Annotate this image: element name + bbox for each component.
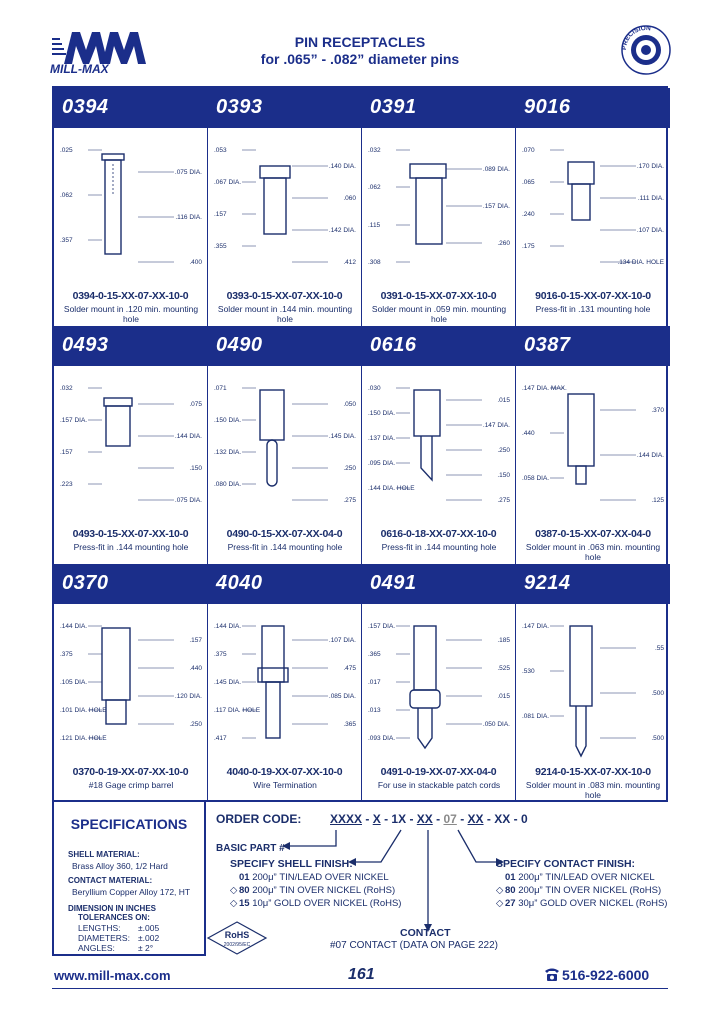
dimension-label: .417	[214, 735, 227, 742]
code-part: 0	[520, 812, 528, 826]
dimension-label: .032	[60, 385, 73, 392]
dimension-label: .080 DIA.	[214, 481, 242, 488]
tail-shape	[267, 440, 277, 486]
phone-number: 516-922-6000	[562, 967, 650, 983]
dimension-label: .116 DIA.	[175, 214, 202, 221]
receptacle-outline	[410, 164, 446, 244]
product-cell-9214	[516, 564, 670, 802]
product-number: 9214	[524, 572, 571, 594]
specifications-box	[52, 802, 206, 956]
dimension-label: .140 DIA.	[328, 163, 356, 170]
dimension-label: .250	[189, 721, 202, 728]
tail-shape	[576, 706, 586, 756]
product-header-band	[208, 326, 361, 366]
dimension-label: .137 DIA.	[368, 435, 396, 442]
dimension-label: .375	[214, 651, 227, 658]
dimension-label: .030	[368, 385, 381, 392]
part-description: Wire Termination	[253, 780, 317, 790]
dimension-label: .075 DIA.	[174, 169, 202, 176]
dimension-label: .475	[343, 665, 356, 672]
product-header-band	[516, 88, 670, 128]
part-description: #18 Gage crimp barrel	[88, 780, 174, 790]
dimension-label: .440	[522, 430, 535, 437]
dimension-label: .170 DIA.	[636, 163, 664, 170]
code-part: 1X	[391, 812, 407, 826]
body-shape	[260, 390, 284, 440]
body-shape	[264, 178, 286, 234]
receptacle-outline	[414, 390, 440, 480]
dimension-label: .134 DIA. HOLE	[617, 259, 664, 266]
dimension-label: .525	[497, 665, 510, 672]
part-number: 0393-0-15-XX-07-XX-10-0	[226, 290, 343, 302]
body-shape	[416, 178, 442, 244]
contact-material-label: CONTACT MATERIAL:	[68, 876, 153, 885]
body-shape	[105, 160, 121, 254]
diamond-icon: ◇	[496, 898, 504, 909]
dimension-label: .107 DIA.	[636, 227, 664, 234]
dimension-label: .071	[214, 385, 227, 392]
dimension-label: .365	[368, 651, 381, 658]
dimension-label: .145 DIA.	[328, 433, 356, 440]
part-number: 0370-0-19-XX-07-XX-10-0	[72, 766, 189, 778]
page-number: 161	[348, 966, 375, 983]
logo-brand-text: MILL-MAX	[50, 62, 109, 74]
code-sep: -	[384, 812, 389, 826]
barrel-shape	[106, 700, 126, 724]
product-cell-0490	[208, 326, 362, 564]
code-part: XX	[494, 812, 511, 826]
receptacle-drawing	[212, 610, 358, 760]
receptacle-drawing	[366, 372, 512, 522]
dimension-label: .117 DIA. HOLE	[214, 707, 261, 714]
contact-material-value: Beryllium Copper Alloy 172, HT	[72, 887, 191, 897]
specifications-title: SPECIFICATIONS	[70, 816, 188, 832]
dimension-label: .058 DIA.	[522, 475, 550, 482]
code-part: XXXX	[330, 812, 363, 826]
flange-shape	[260, 166, 290, 178]
product-header-band	[208, 88, 361, 128]
dimension-label: .147 DIA. MAX.	[522, 385, 567, 392]
dimension-label: .355	[214, 243, 227, 250]
contact-finish-option	[496, 885, 661, 896]
product-number: 0616	[370, 334, 417, 356]
dimension-label: .144 DIA.	[636, 452, 664, 459]
product-cell-0491	[362, 564, 516, 802]
product-cell-0370	[54, 564, 208, 802]
dimension-label: .375	[60, 651, 73, 658]
product-number: 0387	[524, 334, 571, 356]
receptacle-drawing	[520, 372, 666, 522]
option-code: 01	[505, 872, 516, 883]
shell-material-value: Brass Alloy 360, 1/2 Hard	[72, 861, 168, 871]
dimension-label: .032	[368, 147, 381, 154]
product-cell-0393	[208, 88, 362, 326]
product-number: 0490	[216, 334, 263, 356]
part-number: 9214-0-15-XX-07-XX-10-0	[535, 766, 651, 778]
dimension-label: .142 DIA.	[328, 227, 356, 234]
dimension-label: .081 DIA.	[522, 713, 550, 720]
basic-part-label: BASIC PART #	[216, 843, 285, 854]
body-shape	[414, 626, 436, 690]
dimension-label: .132 DIA.	[214, 449, 242, 456]
product-header-band	[54, 88, 207, 128]
option-text: 200μ” TIN OVER NICKEL (RoHS)	[252, 885, 396, 896]
option-code: 15	[239, 898, 250, 909]
dimension-label: .250	[497, 447, 510, 454]
option-text: 200μ” TIN/LEAD OVER NICKEL	[252, 872, 389, 883]
dimension-label: DIMENSION IN INCHES	[68, 904, 157, 913]
body-shape	[262, 626, 284, 682]
dimension-label: .157 DIA.	[482, 203, 510, 210]
diamond-icon: ◇	[230, 885, 238, 896]
dimension-label: .308	[368, 259, 381, 266]
dimension-label: .095 DIA.	[368, 460, 396, 467]
dimension-label: .013	[368, 707, 381, 714]
code-part: X	[372, 812, 381, 826]
contact-finish-option	[496, 872, 655, 883]
dimension-label: .275	[497, 497, 510, 504]
shell-material-label: SHELL MATERIAL:	[68, 850, 140, 859]
flange-shape	[102, 154, 124, 160]
product-header-band	[208, 564, 361, 604]
dimension-label: .107 DIA.	[328, 637, 356, 644]
code-part: 07	[443, 812, 457, 826]
product-number: 0370	[62, 572, 109, 594]
receptacle-drawing	[58, 372, 204, 522]
dimension-label: .500	[651, 735, 664, 742]
diamond-icon: ◇	[230, 898, 238, 909]
code-sep: -	[409, 812, 414, 826]
dimension-label: .260	[497, 240, 510, 247]
receptacle-drawing	[366, 610, 512, 760]
dimension-label: .115	[368, 222, 381, 229]
product-number: 0493	[62, 334, 109, 356]
part-number: 0387-0-15-XX-07-XX-04-0	[535, 528, 651, 540]
dimension-label: .157	[60, 449, 73, 456]
receptacle-drawing	[520, 134, 666, 284]
product-cell-0493	[54, 326, 208, 564]
part-number: 4040-0-19-XX-07-XX-10-0	[226, 766, 343, 778]
dimension-label: .121 DIA. HOLE	[60, 735, 107, 742]
dimension-label: .150 DIA.	[368, 410, 396, 417]
receptacle-outline	[104, 398, 132, 446]
receptacle-drawing	[212, 372, 358, 522]
tolerances-label: TOLERANCES ON:	[78, 913, 150, 922]
dimension-label: .144 DIA.	[60, 623, 88, 630]
dimension-label: .125	[651, 497, 664, 504]
part-description: Press-fit in .144 mounting hole	[381, 542, 497, 552]
dimension-label: .050	[343, 401, 356, 408]
part-description: For use in stackable patch cords	[377, 780, 501, 790]
receptacle-drawing	[520, 610, 666, 760]
tail-shape	[266, 682, 280, 738]
page-title	[200, 34, 520, 68]
dimension-label: .015	[497, 397, 510, 404]
dimension-label: .075 DIA.	[174, 497, 202, 504]
receptacle-outline	[410, 626, 440, 748]
seal-text: PRECISION	[620, 24, 652, 51]
dimension-label: .185	[497, 637, 510, 644]
part-number: 0491-0-19-XX-07-XX-04-0	[380, 766, 497, 778]
product-grid	[52, 86, 668, 802]
body-shape	[414, 390, 440, 436]
dimension-label: .240	[522, 211, 535, 218]
dimension-label: .175	[522, 243, 535, 250]
dimension-label: .111 DIA.	[637, 195, 664, 202]
option-code: 80	[239, 885, 250, 896]
shell-finish-title: SPECIFY SHELL FINISH:	[230, 858, 353, 870]
dimension-label: .157	[189, 637, 202, 644]
code-part: XX	[467, 812, 484, 826]
collar-shape	[410, 690, 440, 708]
dimension-label: .150	[497, 472, 510, 479]
tail-shape	[421, 436, 432, 480]
product-header-band	[516, 564, 670, 604]
receptacle-outline	[568, 394, 594, 484]
part-description: Solder mount in .083 min. mounting hole	[525, 780, 661, 800]
dimension-label: .085 DIA.	[328, 693, 356, 700]
dimension-label: .400	[189, 259, 202, 266]
dimension-label: .062	[60, 192, 73, 199]
product-header-band	[362, 326, 515, 366]
rohs-badge-icon	[206, 920, 268, 956]
dimension-label: .412	[343, 259, 356, 266]
part-number: 0490-0-15-XX-07-XX-04-0	[226, 528, 343, 540]
product-header-band	[54, 326, 207, 366]
tail-shape	[576, 466, 586, 484]
code-sep: -	[436, 812, 441, 826]
contact-title: CONTACT	[400, 927, 451, 939]
contact-value: #07 CONTACT (DATA ON PAGE 222)	[330, 940, 499, 951]
dimension-label: .015	[497, 693, 510, 700]
dimension-label: .144 DIA.	[214, 623, 242, 630]
part-number: 0616-0-18-XX-07-XX-10-0	[380, 528, 497, 540]
body-shape	[102, 628, 130, 700]
part-number: 0391-0-15-XX-07-XX-10-0	[380, 290, 497, 302]
receptacle-outline	[258, 626, 288, 738]
diamond-icon: ◇	[496, 885, 504, 896]
tol-name: DIAMETERS:	[78, 933, 130, 943]
dimension-label: .070	[522, 147, 535, 154]
tolerance-angles	[78, 943, 188, 953]
tol-value: ±.005	[138, 923, 160, 933]
code-sep: -	[486, 812, 491, 826]
dimension-label: .060	[343, 195, 356, 202]
part-description: Press-fit in .144 mounting hole	[73, 542, 189, 552]
dimension-label: .089 DIA.	[482, 166, 510, 173]
phone-icon	[544, 966, 560, 982]
dimension-label: .275	[343, 497, 356, 504]
option-code: 01	[239, 872, 250, 883]
receptacle-drawing	[366, 134, 512, 284]
product-cell-0391	[362, 88, 516, 326]
option-text: 30μ” GOLD OVER NICKEL (RoHS)	[518, 898, 668, 909]
mill-max-logo	[48, 28, 158, 74]
rohs-sub-text: 2002/95/EC	[223, 942, 251, 948]
product-header-band	[362, 564, 515, 604]
option-code: 27	[505, 898, 516, 909]
dimension-label: .017	[368, 679, 381, 686]
dimension-label: .025	[60, 147, 73, 154]
tol-value: ±.002	[138, 933, 160, 943]
part-description: Press-fit in .144 mounting hole	[227, 542, 343, 552]
contact-finish-title: SPECIFY CONTACT FINISH:	[496, 858, 636, 870]
dimension-label: .530	[522, 668, 535, 675]
option-text: 10μ” GOLD OVER NICKEL (RoHS)	[252, 898, 402, 909]
body-shape	[572, 184, 590, 220]
receptacle-drawing	[58, 610, 204, 760]
contact-finish-option	[496, 898, 667, 909]
product-header-band	[362, 88, 515, 128]
dimension-label: .050 DIA.	[482, 721, 510, 728]
product-cell-0387	[516, 326, 670, 564]
dimension-label: .067 DIA.	[214, 179, 242, 186]
part-description: Press-fit in .131 mounting hole	[535, 304, 651, 314]
dimension-label: .150	[189, 465, 202, 472]
receptacle-outline	[102, 154, 124, 254]
tolerance-diameters	[78, 933, 188, 943]
dimension-label: .440	[189, 665, 202, 672]
website-link[interactable]: www.mill-max.com	[54, 968, 171, 983]
dimension-label: .55	[654, 645, 664, 652]
part-description: Solder mount in .120 min. mounting hole	[63, 304, 199, 324]
dimension-label: .365	[343, 721, 356, 728]
dimension-label: .500	[651, 690, 664, 697]
dimension-label: .250	[343, 465, 356, 472]
part-description: Solder mount in .059 min. mounting hole	[371, 304, 507, 324]
part-number: 0394-0-15-XX-07-XX-10-0	[72, 290, 189, 302]
dimension-label: .144 DIA. HOLE	[368, 485, 415, 492]
tolerance-lengths	[78, 923, 188, 933]
dimension-label: .053	[214, 147, 227, 154]
dimension-label: .157 DIA.	[60, 417, 88, 424]
body-shape	[106, 406, 130, 446]
dimension-label: .223	[60, 481, 73, 488]
receptacle-outline	[568, 162, 594, 220]
tol-name: ANGLES:	[78, 943, 115, 953]
title-line-2: for .065” - .082” diameter pins	[260, 51, 460, 67]
dimension-label: .062	[368, 184, 381, 191]
product-number: 4040	[216, 572, 263, 594]
product-number: 0391	[370, 96, 417, 118]
dimension-label: .157	[214, 211, 227, 218]
code-sep: -	[513, 812, 518, 826]
dimension-label: .065	[522, 179, 535, 186]
dimension-label: .145 DIA.	[214, 679, 242, 686]
tail-shape	[418, 708, 432, 748]
product-number: 0393	[216, 96, 263, 118]
product-header-band	[516, 326, 670, 366]
receptacle-outline	[570, 626, 592, 756]
tol-value: ± 2°	[138, 943, 154, 953]
receptacle-drawing	[212, 134, 358, 284]
option-code: 80	[505, 885, 516, 896]
shell-finish-option	[230, 872, 389, 883]
body-shape	[570, 626, 592, 706]
flange-shape	[410, 164, 446, 178]
product-cell-9016	[516, 88, 670, 326]
dimension-label: .147 DIA.	[522, 623, 550, 630]
dimension-label: .105 DIA.	[60, 679, 88, 686]
shell-finish-option	[230, 885, 395, 896]
part-number: 9016-0-15-XX-07-XX-10-0	[535, 290, 651, 302]
option-text: 200μ” TIN OVER NICKEL (RoHS)	[518, 885, 662, 896]
product-number: 0491	[370, 572, 417, 594]
flange-shape	[104, 398, 132, 406]
tol-name: LENGTHS:	[78, 923, 121, 933]
part-description: Solder mount in .063 min. mounting hole	[525, 542, 661, 562]
dimension-label: .157 DIA.	[368, 623, 396, 630]
dimension-label: .147 DIA.	[482, 422, 510, 429]
receptacle-drawing	[58, 134, 204, 284]
code-sep: -	[460, 812, 465, 826]
head-shape	[568, 162, 594, 184]
dimension-label: .144 DIA.	[174, 433, 202, 440]
product-cell-0394	[54, 88, 208, 326]
dimension-label: .150 DIA.	[214, 417, 242, 424]
code-part: XX	[416, 812, 433, 826]
product-number: 9016	[524, 96, 571, 118]
shell-finish-option	[230, 898, 401, 909]
footer-divider	[52, 988, 668, 989]
dimension-label: .357	[60, 237, 73, 244]
receptacle-outline	[260, 166, 290, 234]
option-text: 200μ” TIN/LEAD OVER NICKEL	[518, 872, 655, 883]
product-cell-4040	[208, 564, 362, 802]
part-number: 0493-0-15-XX-07-XX-10-0	[72, 528, 189, 540]
title-line-1: PIN RECEPTACLES	[294, 34, 426, 50]
product-cell-0616	[362, 326, 516, 564]
product-header-band	[54, 564, 207, 604]
code-sep: -	[365, 812, 370, 826]
receptacle-outline	[260, 390, 284, 486]
dimension-label: .101 DIA. HOLE	[60, 707, 107, 714]
dimension-label: .075	[189, 401, 202, 408]
body-shape	[568, 394, 594, 466]
part-description: Solder mount in .144 min. mounting hole	[217, 304, 353, 324]
dimension-label: .370	[651, 407, 664, 414]
order-code-label: ORDER CODE:	[216, 812, 302, 826]
precision-seal-icon	[620, 24, 672, 76]
dimension-label: .093 DIA.	[368, 735, 396, 742]
product-number: 0394	[62, 96, 109, 118]
dimension-label: .120 DIA.	[174, 693, 202, 700]
rohs-text: RoHS	[224, 930, 250, 940]
